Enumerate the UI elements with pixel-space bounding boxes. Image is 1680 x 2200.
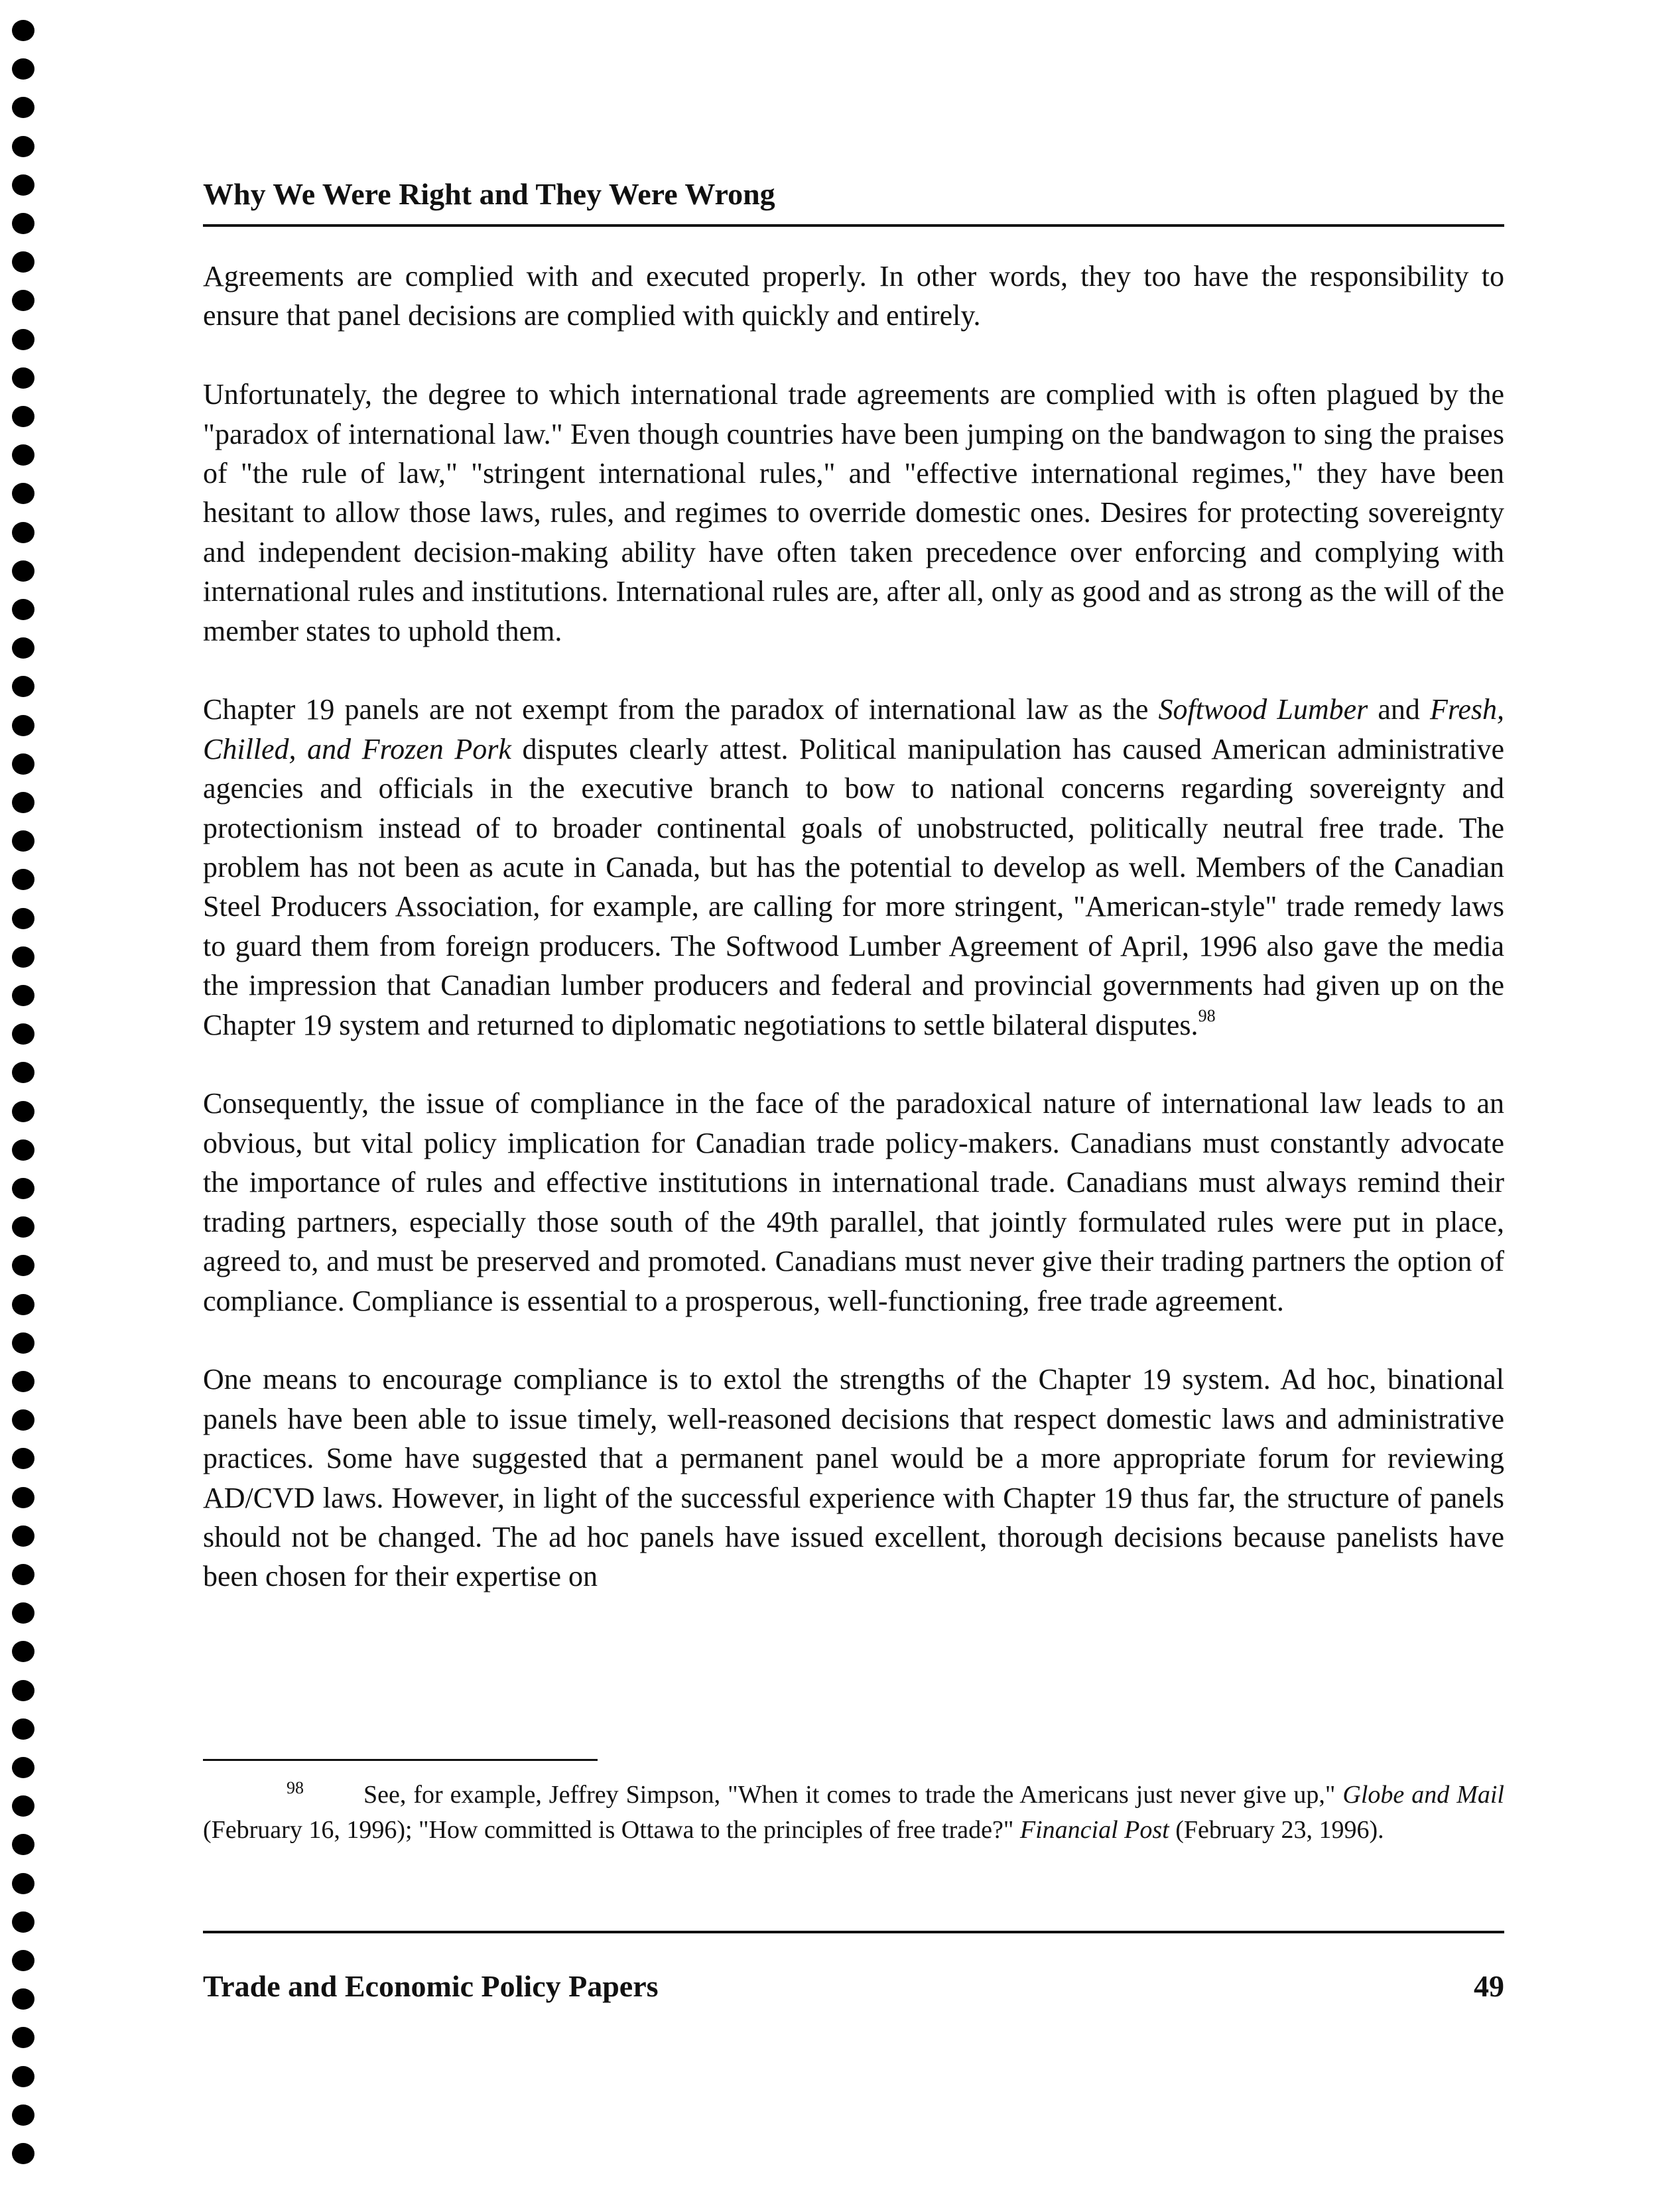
binding-hole bbox=[12, 1525, 34, 1547]
binding-hole bbox=[12, 1448, 34, 1469]
footnote-source-financial-post: Financial Post bbox=[1019, 1816, 1169, 1844]
binding-hole bbox=[12, 1757, 34, 1778]
paragraph-3-text-b: and bbox=[1368, 693, 1430, 726]
paragraph-3 bbox=[203, 690, 1504, 1045]
running-head: Why We Were Right and They Were Wrong bbox=[203, 177, 775, 211]
binding-hole bbox=[12, 406, 34, 427]
binding-hole bbox=[12, 1371, 34, 1392]
binding-hole bbox=[12, 1101, 34, 1122]
binding-hole bbox=[12, 560, 34, 582]
paragraph-1: Agreements are complied with and executed properly. In other words, they too have the responsibility to ensure that panel decisions are complied with quickly and entirely. bbox=[203, 260, 1504, 332]
binding-hole bbox=[12, 1487, 34, 1508]
binding-hole bbox=[12, 2104, 34, 2126]
paragraph-4: Consequently, the issue of compliance in the face of the paradoxical nature of international law leads to an obvious, but vital policy implication for Canadian trade policy-makers. Canadians must constantly advocate the importance of rules and effective institutions in international trade. Canadians must always remind their trading partners, especially those south of the 49th parallel, that jointly formulated rules were put in place, agreed to, and must be preserved and promoted. Canadians must never give their trading partners the option of compliance. Compliance is essential to a prosperous, well-functioning, free trade agreement. bbox=[203, 1087, 1504, 1317]
binding-hole bbox=[12, 946, 34, 968]
binding-hole bbox=[12, 2027, 34, 2048]
binding-hole bbox=[12, 251, 34, 273]
paragraph-3-text-a: Chapter 19 panels are not exempt from the paradox of international law as the bbox=[203, 693, 1159, 726]
binding-hole bbox=[12, 1950, 34, 1971]
body-text bbox=[203, 257, 1504, 1596]
paragraph-2: Unfortunately, the degree to which international trade agreements are complied with is often plagued by the "paradox of international law." Even though countries have been jumping on the bandwagon to sing the praises of "the rule of law," "stringent international rules," and "effective international regimes," they have been hesitant to allow those laws, rules, and regimes to override domestic ones. Desires for protecting sovereignty and independent decision-making ability have often taken precedence over enforcing and complying with international rules and institutions. International rules are, after all, only as good and as strong as the will of the member states to uphold them. bbox=[203, 378, 1504, 647]
binding-hole bbox=[12, 869, 34, 890]
binding-hole bbox=[12, 2143, 34, 2164]
paragraph-3-text-c: disputes clearly attest. Political manipulation has caused American administrative agencies and officials in the executive branch to bow to national concerns regarding sovereignty and protectionism instead of to broader continental goals of unobstructed, politically neutral free trade. The problem has not been as acute in Canada, but has the potential to develop as well. Members of the Canadian Steel Producers Association, for example, are calling for more stringent, "American-style" trade remedy laws to guard them from foreign producers. The Softwood Lumber Agreement of April, 1996 also gave the media the impression that Canadian lumber producers and federal and provincial governments had given up on the Chapter 19 system and returned to diplomatic negotiations to settle bilateral disputes. bbox=[203, 732, 1504, 1041]
binding-hole bbox=[12, 715, 34, 736]
binding-hole bbox=[12, 1564, 34, 1585]
binding-hole bbox=[12, 637, 34, 659]
binding-hole bbox=[12, 676, 34, 697]
footer-title: Trade and Economic Policy Papers bbox=[203, 1969, 659, 2003]
binding-hole bbox=[12, 444, 34, 466]
binding-hole bbox=[12, 792, 34, 813]
binding-hole bbox=[12, 20, 34, 41]
binding-hole bbox=[12, 753, 34, 775]
spiral-binding-holes bbox=[9, 20, 36, 2182]
binding-hole bbox=[12, 329, 34, 350]
binding-hole bbox=[12, 1988, 34, 2010]
binding-hole bbox=[12, 483, 34, 504]
case-name-pork: Fresh, Chilled, and Frozen Pork bbox=[203, 693, 1505, 765]
binding-hole bbox=[12, 1409, 34, 1431]
binding-hole bbox=[12, 1718, 34, 1740]
footnote-text-b: (February 16, 1996); "How committed is Ottawa to the principles of free trade?" bbox=[203, 1816, 1020, 1844]
footnote: 98 See, for example, Jeffrey Simpson, "When it comes to trade the Americans just never give up," Globe and Mail (February 16, 1996); "How committed is Ottawa to the principles of free trade?" Financial Post (February 23, 1996). bbox=[203, 1778, 1504, 1844]
binding-hole bbox=[12, 1294, 34, 1315]
footnote-text-a: See, for example, Jeffrey Simpson, "When it comes to trade the Americans just never give up," bbox=[363, 1781, 1343, 1809]
binding-hole bbox=[12, 1216, 34, 1238]
footnote-text-c: (February 23, 1996). bbox=[1169, 1816, 1384, 1844]
binding-hole bbox=[12, 1873, 34, 1894]
binding-hole bbox=[12, 1795, 34, 1817]
binding-hole bbox=[12, 599, 34, 620]
binding-hole bbox=[12, 290, 34, 311]
footnote-source-globe-and-mail: Globe and Mail bbox=[1342, 1781, 1504, 1809]
binding-hole bbox=[12, 367, 34, 389]
page-number: 49 bbox=[1474, 1969, 1504, 2003]
paragraph-5: One means to encourage compliance is to extol the strengths of the Chapter 19 system. Ad hoc, binational panels have been able to issue timely, well-reasoned decisions that respect domestic laws and administrative practices. Some have suggested that a permanent panel would be a more appropriate forum for reviewing AD/CVD laws. However, in light of the successful experience with Chapter 19 thus far, the structure of panels should not be changed. The ad hoc panels have issued excellent, thorough decisions because panelists have been chosen for their expertise on bbox=[203, 1363, 1504, 1593]
binding-hole bbox=[12, 1911, 34, 1933]
binding-hole bbox=[12, 1255, 34, 1276]
binding-hole bbox=[12, 97, 34, 118]
binding-hole bbox=[12, 1178, 34, 1199]
binding-hole bbox=[12, 985, 34, 1006]
binding-hole bbox=[12, 1062, 34, 1083]
binding-hole bbox=[12, 58, 34, 80]
binding-hole bbox=[12, 174, 34, 196]
page-footer bbox=[203, 1971, 1504, 2002]
binding-hole bbox=[12, 908, 34, 929]
binding-hole bbox=[12, 1139, 34, 1161]
binding-hole bbox=[12, 1641, 34, 1662]
binding-hole bbox=[12, 213, 34, 234]
binding-hole bbox=[12, 2066, 34, 2087]
footnote-reference: 98 bbox=[1198, 1005, 1216, 1025]
case-name-softwood-lumber: Softwood Lumber bbox=[1158, 693, 1368, 726]
binding-hole bbox=[12, 1680, 34, 1701]
footnote-rule bbox=[203, 1759, 598, 1761]
binding-hole bbox=[12, 1332, 34, 1354]
binding-hole bbox=[12, 136, 34, 157]
binding-hole bbox=[12, 1602, 34, 1624]
footer-rule bbox=[203, 1931, 1504, 1933]
binding-hole bbox=[12, 1834, 34, 1855]
binding-hole bbox=[12, 830, 34, 852]
binding-hole bbox=[12, 1023, 34, 1045]
header-rule bbox=[203, 224, 1504, 227]
binding-hole bbox=[12, 522, 34, 543]
